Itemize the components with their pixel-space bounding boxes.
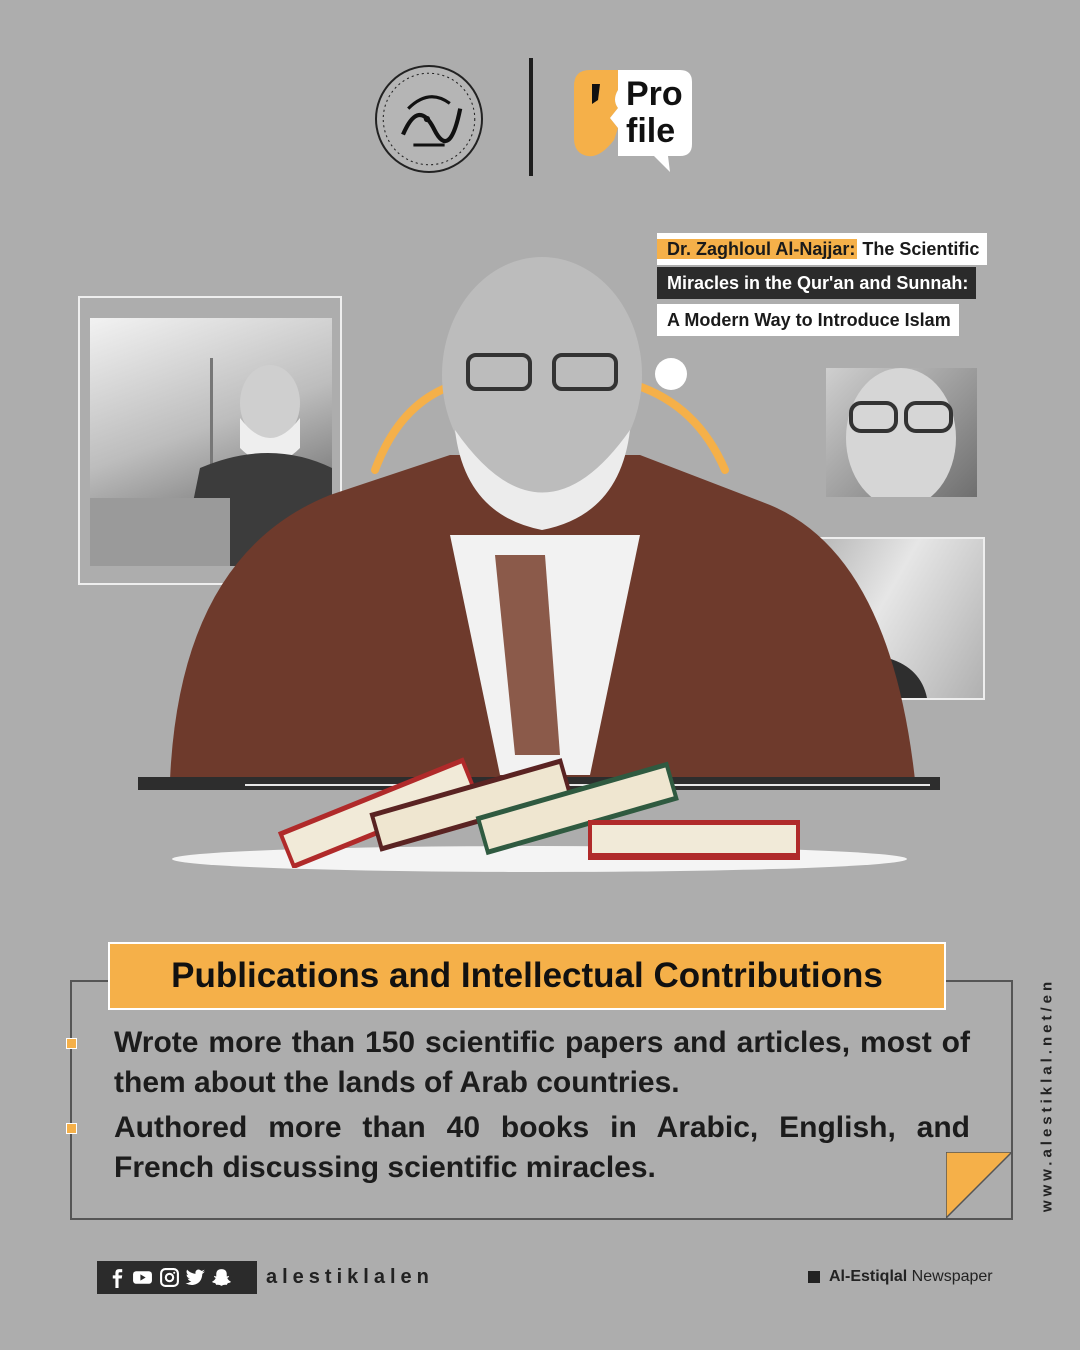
title-line-1-rest: The Scientific [857, 239, 980, 259]
page-fold-corner [946, 1152, 1012, 1218]
side-url-text[interactable]: www.alestiklal.net/en [1038, 977, 1056, 1213]
title-line-2: Miracles in the Qur'an and Sunnah: [657, 267, 976, 299]
newspaper-name-bold: Al-Estiqlal [829, 1268, 908, 1285]
title-line-1 [657, 233, 987, 265]
twitter-icon[interactable] [185, 1267, 206, 1288]
books-illustration [270, 728, 810, 868]
bullet-item-2: Authored more than 40 books in Arabic, English, and French discussing scientific miracles. [114, 1111, 970, 1184]
profile-line2: file [626, 112, 676, 150]
profile-line1: Pro [626, 75, 683, 113]
bullet-marker [66, 1038, 77, 1049]
profile-logo-text [626, 76, 683, 150]
newspaper-name [829, 1268, 993, 1286]
title-name-highlight: Dr. Zaghloul Al-Najjar: [657, 239, 857, 259]
newspaper-marker [808, 1271, 820, 1283]
bullet-item-1: Wrote more than 150 scientific papers and articles, most of them about the lands of Arab countries. [114, 1026, 970, 1099]
title-line-3: A Modern Way to Introduce Islam [657, 304, 959, 336]
social-icons-bar [97, 1261, 257, 1294]
side-website-url[interactable] [1012, 960, 1080, 1230]
bullet-marker [66, 1123, 77, 1134]
facebook-icon[interactable] [107, 1267, 128, 1288]
instagram-icon[interactable] [159, 1267, 180, 1288]
section-heading: Publications and Intellectual Contributions [108, 942, 946, 1010]
newspaper-name-rest: Newspaper [907, 1268, 993, 1285]
estiklal-calligraphy-logo [375, 65, 483, 173]
social-handle[interactable]: alestiklalen [266, 1266, 434, 1288]
snapchat-icon[interactable] [211, 1267, 232, 1288]
header-divider [529, 58, 533, 176]
youtube-icon[interactable] [132, 1267, 153, 1288]
